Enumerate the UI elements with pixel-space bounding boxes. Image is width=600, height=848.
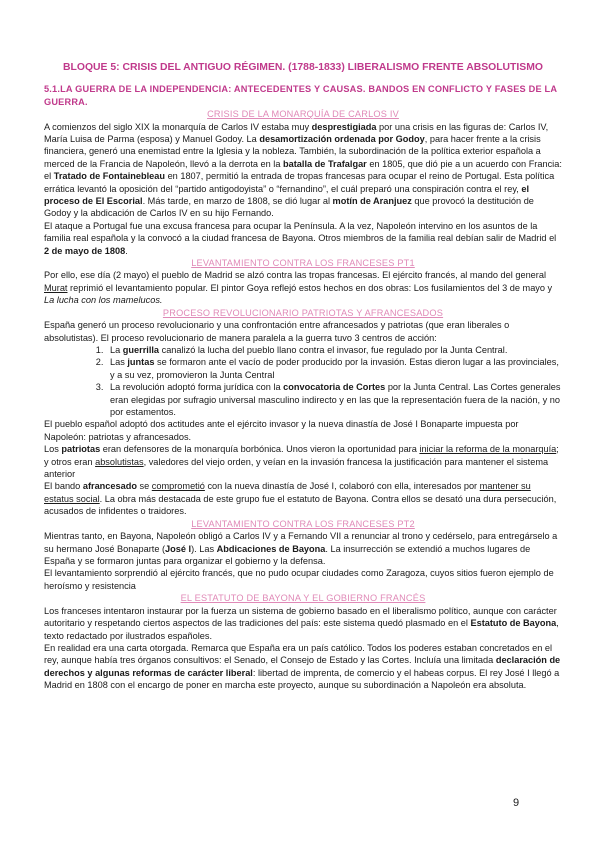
paragraph-levantamiento-pt1: Por ello, ese día (2 mayo) el pueblo de Madrid se alzó contra las tropas francesas. El ejército francés, al mando del general Murat reprimió el levantamiento popular. El pintor Goya reflejó estos hechos en dos obras: Los fusilamientos del 3 de mayo y La lucha con los mamelucos. — [44, 270, 553, 306]
heading-crisis-carlos-iv: CRISIS DE LA MONARQUÍA DE CARLOS IV — [207, 109, 399, 119]
heading-levantamiento-pt2: LEVANTAMIENTO CONTRA LOS FRANCESES PT2 — [191, 518, 415, 529]
paragraph-bayona: Mientras tanto, en Bayona, Napoleón obligó a Carlos IV y a Fernando VII a renunciar al trono y cedérselo, para entregárselo a su hermano José Bonaparte (José I). Las Abdicaciones de Bayona. La insurrección se extendió a muchos lugares de España y se formaron juntas para organizar el gobierno y la defensa. — [44, 531, 558, 566]
paragraph-actitudes: El pueblo español adoptó dos actitudes ante el ejército invasor y la nueva dinastía de José I Bonaparte impuesta por Napoleón: patriotas y afrancesados. — [44, 419, 519, 442]
centros-de-accion-list — [44, 344, 562, 418]
document-page — [44, 62, 562, 692]
heading-levantamiento-pt1: LEVANTAMIENTO CONTRA LOS FRANCESES PT1 — [191, 257, 415, 268]
list-item: 2. Las juntas se formaron ante el vacío de poder producido por la invasión. Estas dieron lugar a las provinciales, y a su vez, promovieron la Junta Central — [106, 356, 562, 381]
paragraph-proceso-intro: España generó un proceso revolucionario y una confrontación entre afrancesados y patriotas (que eran liberales o absolutistas). El proceso revolucionario de manera paralela a la guerra tuvo 3 centros de acción: — [44, 320, 510, 343]
section-subtitle: 5.1.LA GUERRA DE LA INDEPENDENCIA: ANTECEDENTES Y CAUSAS. BANDOS EN CONFLICTO Y FASES DE LA GUERRA. — [44, 84, 557, 107]
list-item: 3. La revolución adoptó forma jurídica con la convocatoria de Cortes por la Junta Central. Las Cortes generales eran elegidas por sufragio universal masculino indirecto y en las que la representación fuera de la nación, y no por estamentos. — [106, 381, 562, 418]
page-number: 9 — [513, 797, 520, 809]
paragraph-zaragoza: El levantamiento sorprendió al ejército francés, que no pudo ocupar ciudades como Zaragoza, cuyos sitios fueron ejemplo de heroísmo y resistencia — [44, 568, 554, 591]
paragraph-carta-otorgada: En realidad era una carta otorgada. Remarca que España era un país católico. Todos los poderes estaban concretados en el rey, aunque había tres órganos consultivos: el Senado, el Consejo de Estado y las Cortes. Incluía una limitada declaración de derechos y algunas reformas de carácter liberal: libertad de imprenta, de comercio y el habeas corpus. El rey José I llegó a Madrid en 1808 con el encargo de poner en marcha este proyecto, aunque su subordinación a Napoleón era absoluta. — [44, 642, 561, 691]
paragraph-patriotas: Los patriotas eran defensores de la monarquía borbónica. Unos vieron la oportunidad para iniciar la reforma de la monarquía; y otros eran absolutistas, valedores del viejo orden, y veían en la invasión francesa la justificación para mantener el sistema anterior — [44, 444, 559, 480]
list-item: 1. La guerrilla canalizó la lucha del pueblo llano contra el invasor, fue regulado por la Junta Central. — [106, 344, 562, 356]
paragraph-afrancesados: El bando afrancesado se comprometió con la nueva dinastía de José I, colaboró con ella, interesados por mantener su estatus social. La obra más destacada de este grupo fue el estatuto de Bayona. Contra ellos se desató una dura persecución, acusados de infidentes o traidores. — [44, 481, 557, 517]
paragraph-estatuto-intro: Los franceses intentaron instaurar por la fuerza un sistema de gobierno basado en el liberalismo político, aunque con carácter autoritario y respetando ciertos aspectos de las tradiciones del país: este sistema quedó plasmado en el Estatuto de Bayona, texto redactado por ilustrados españoles. — [44, 605, 559, 641]
heading-proceso-revolucionario: PROCESO REVOLUCIONARIO PATRIOTAS Y AFRANCESADOS — [162, 307, 444, 318]
paragraph-crisis-carlos-iv: A comienzos del siglo XIX la monarquía de Carlos IV estaba muy desprestigiada por una crisis en las figuras de: Carlos IV, María Luisa de Parma (esposa) y Manuel Godoy. La desamortización ordenada por Godoy, para hacer frente a la crisis financiera, generó una enemistad entre la Iglesia y la nobleza. También, la subordinación de la política exterior española a merced de la Francia de Napoleón, llevó a la derrota en la batalla de Trafalgar en 1805, que dió pie a un acuerdo con Francia: el Tratado de Fontainebleau en 1807, permitió la entrada de tropas francesas para ocupar el reino de Portugal. Esta política errática levantó la oposición del “partido antigodoyista” o “fernandino”, el cuál preparó una conspiración contra el rey, el proceso de El Escorial. Más tarde, en marzo de 1808, se dió lugar al motín de Aranjuez que provocó la destitución de Godoy y la abdicación de Carlos IV en su hijo Fernando. — [44, 121, 562, 219]
paragraph-ataque-portugal: El ataque a Portugal fue una excusa francesa para ocupar la Península. A la vez, Napoleón intervino en los asuntos de la familia real española y la convocó a la ciudad francesa de Bayona. Otros miembros de la familia real debían salir de Madrid el 2 de mayo de 1808. — [44, 220, 557, 256]
document-title: BLOQUE 5: CRISIS DEL ANTIGUO RÉGIMEN. (1788-1833) LIBERALISMO FRENTE ABSOLUTISMO — [63, 62, 543, 73]
heading-estatuto-bayona: EL ESTATUTO DE BAYONA Y EL GOBIERNO FRANCÉS — [180, 593, 426, 604]
